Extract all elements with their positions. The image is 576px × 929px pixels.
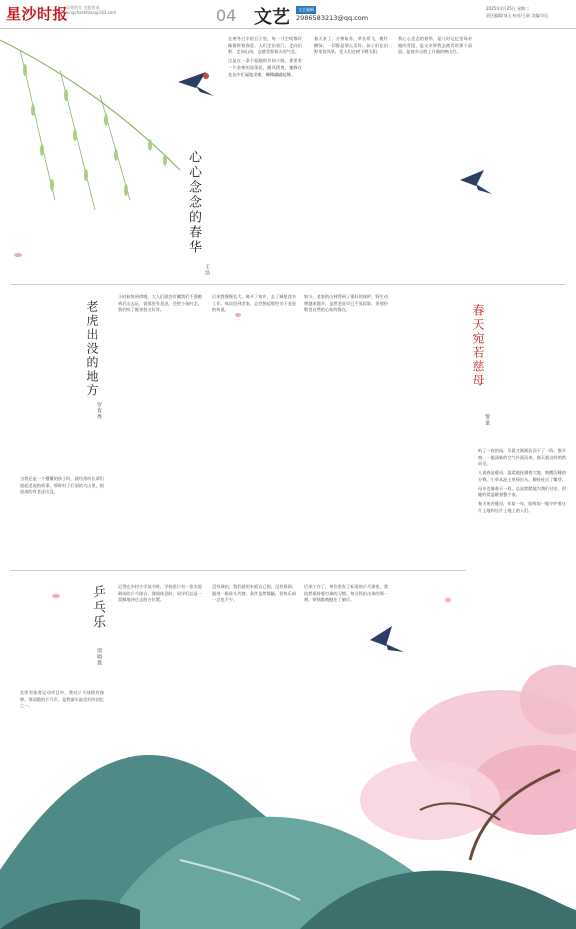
editor-credits: 责任编辑/刘玉 校对/王娟 美编/刘玉 [486,13,549,18]
article-paragraph: 如今，老家的山林得到了很好的保护，野生动物越来越多，虽然老虎早已不见踪影，但那份敬畏自然的心始终都在。 [304,294,388,313]
article-paragraph: 春天宛若慈母，年复一年，始终如一地守护着这片土地和这片土地上的人们。 [478,500,566,513]
article-body-spring-col2 [314,36,388,276]
page-header [0,0,576,29]
article-body-bloom-col2 [400,294,464,564]
article-body-tiger-col2 [212,294,296,564]
section-title: 文艺 [254,7,290,28]
article-body-tiger-lead [20,476,104,556]
article-paragraph: 没有球拍，我们就用木板自己削；没有球网，就用一排砖头代替。条件虽然简陋，但快乐却一点也不少。 [212,584,296,603]
article-paragraph: 人说春是慈母，温柔地抚摸着大地，唤醒沉睡的万物。小草从泥土里探出头，柳枝吐出了嫩芽。 [478,470,566,482]
article-body-tiger-col1 [118,294,202,564]
article-body-pingpong-col2 [212,584,296,724]
swallow-illustration [178,72,214,96]
article-paragraph: 后来我慢慢长大，离开了家乡，去了城里读书工作。每次回到老家，总会想起那些关于老虎的传说。 [212,294,296,313]
article-paragraph: 后来工作了，单位里有了标准的乒乓球室，我依然保持着打球的习惯。每当挥拍击球的那一刻，烦恼都被抛在了脑后。 [304,584,388,603]
newspaper-masthead: 星沙时报 [6,5,69,23]
article-body-spring-col1 [228,36,302,276]
article-title-bloom: 春天宛若慈母 [471,304,485,388]
article-byline-spring: 王浩 [204,264,210,276]
page-number: 04 [216,6,237,25]
article-paragraph: 听了一夜的雨，早晨又淅淅沥沥下了一阵。推开窗，一股清新的空气扑面而来，春天就这样悄然而至。 [478,448,566,467]
article-paragraph: 我心心念念的春华，是儿时记忆里母亲做的青团，是父亲带我去踏青的那个清晨，是故乡山坡上开满的映山红。 [398,36,472,55]
section-divider-2 [10,570,466,571]
slogan-line-1: 局党机关 为您资讯 [66,5,100,10]
article-paragraph: 小时候每到傍晚，大人们就会叮嘱我们不要跑到后山去玩，说那里有老虎，会把小孩叼走。我们听了既害怕又好奇。 [118,294,202,313]
article-byline-pingpong: 谭晓燕 [96,648,102,666]
slogan-line-2: xingshashibao@163.com [66,10,117,15]
article-body-spring-col3 [398,36,472,276]
article-title-spring: 心心念念的春华 [186,150,201,255]
section-divider [10,284,566,285]
article-paragraph: 在寒冬过半的日子里，每一寸空间都好像都带着春意。人们走出家门，走向田野、走向山岗，去感受那春天的气息。 [228,36,302,55]
issue-date: 2025年2月25日 星期二 [486,6,530,11]
article-body-tiger-col3 [304,294,388,564]
peach-blossom-illustration [360,665,576,860]
article-paragraph: 这是在一条不起眼的乡间小路，那里有一片金黄的油菜花，随风摇曳，蜜蜂在花丛中忙碌地采蜜，蝴蝶翩翩起舞。 [228,58,302,77]
article-byline-bloom: 黎童 [484,414,490,426]
article-paragraph: 春天来了，万物复苏，草长莺飞，桃红柳绿，一切都是那么美好。孩子们在田野里放风筝，老人们在树下晒太阳。 [314,36,388,55]
willow-leaves-illustration [23,64,167,196]
section-tag: 文艺编辑 [298,7,314,12]
article-paragraph: 当我还是一个懵懂的孩子时，就经常听长辈们说起老虎的故事。那时村子后面的大山里，据说真的有老虎出没。 [20,476,104,495]
article-title-pingpong: 乒乓乐 [90,585,105,630]
contact-email: 2986583213@qq.com [296,14,369,22]
article-paragraph: 在所有体育运动项目中，我对乒乓球情有独钟。那清脆的乒乓声，是我童年最美好的回忆之一。 [20,690,104,709]
masthead-slogan [66,5,116,15]
article-title-tiger: 老虎出没的地方 [85,300,99,398]
willow-branch-illustration [0,40,180,210]
article-body-pingpong-col3 [304,584,388,724]
article-body-pingpong-lead [20,690,104,750]
article-body-pingpong-col1 [118,584,202,724]
article-body-bloom [478,448,566,648]
article-paragraph: 母亲也像春天一样，总是默默地为我们付出，用她的爱温暖着整个家。 [478,485,566,498]
article-byline-tiger: 罗育秀 [96,402,102,420]
article-paragraph: 记得在乡村小学读书时，学校里只有一张水泥砌成的乒乓球台，课间休息时，同学们总是一窝蜂地冲过去抢占位置。 [118,584,202,603]
